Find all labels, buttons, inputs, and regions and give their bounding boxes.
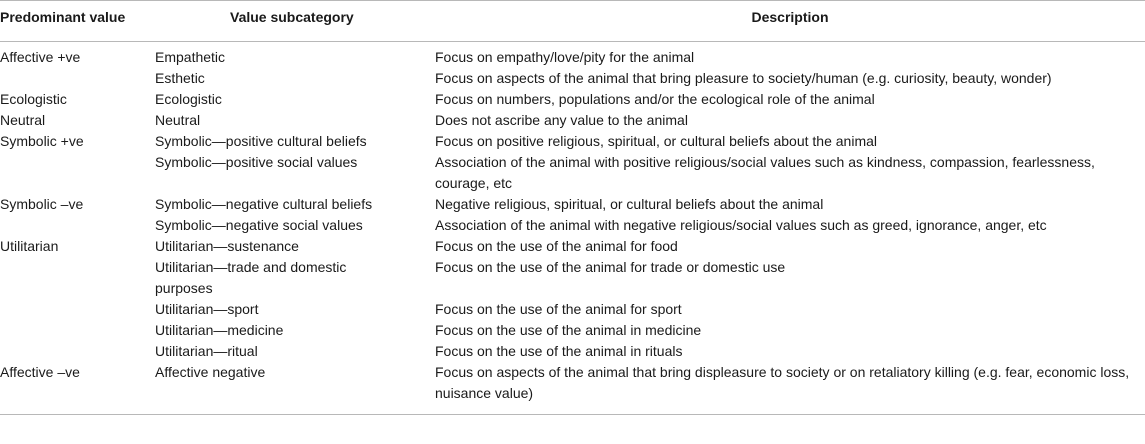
table-row bbox=[0, 110, 1145, 131]
table-row bbox=[0, 236, 1145, 257]
table-row bbox=[0, 215, 1145, 236]
header-predominant-value: Predominant value bbox=[0, 9, 126, 25]
header-row bbox=[0, 1, 1145, 42]
table-row bbox=[0, 131, 1145, 152]
table-row bbox=[0, 68, 1145, 89]
table-row bbox=[0, 42, 1145, 69]
cell-value-subcategory: Utilitarian—medicine bbox=[155, 322, 284, 338]
cell-description: Focus on the use of the animal in medicine bbox=[435, 322, 702, 338]
cell-predominant-value bbox=[0, 257, 155, 299]
table-row bbox=[0, 320, 1145, 341]
cell-description: Association of the animal with negative religious/social values such as greed, ignorance, anger, etc bbox=[435, 217, 1047, 233]
cell-value-subcategory: Empathetic bbox=[155, 49, 226, 65]
cell-predominant-value: Ecologistic bbox=[0, 91, 67, 107]
cell-description: Does not ascribe any value to the animal bbox=[435, 112, 688, 128]
cell-value-subcategory: Utilitarian—sport bbox=[155, 301, 259, 317]
cell-predominant-value: Affective +ve bbox=[0, 49, 81, 65]
table-row bbox=[0, 299, 1145, 320]
cell-value-subcategory: Utilitarian—ritual bbox=[155, 343, 258, 359]
cell-predominant-value bbox=[0, 152, 155, 194]
cell-description: Focus on the use of the animal for trade or domestic use bbox=[435, 259, 786, 275]
cell-value-subcategory: Utilitarian—sustenance bbox=[155, 238, 299, 254]
cell-description: Focus on the use of the animal for food bbox=[435, 238, 678, 254]
cell-predominant-value bbox=[0, 68, 155, 89]
cell-description: Focus on the use of the animal for sport bbox=[435, 301, 682, 317]
cell-value-subcategory: Utilitarian—trade and domestic purposes bbox=[155, 259, 347, 296]
cell-description: Focus on aspects of the animal that bring pleasure to society/human (e.g. curiosity, beauty, wonder) bbox=[435, 70, 1052, 86]
cell-value-subcategory: Affective negative bbox=[155, 364, 266, 380]
cell-predominant-value bbox=[0, 215, 155, 236]
cell-predominant-value bbox=[0, 341, 155, 362]
table-row bbox=[0, 89, 1145, 110]
cell-predominant-value: Affective –ve bbox=[0, 364, 80, 380]
header-value-subcategory: Value subcategory bbox=[230, 9, 354, 25]
cell-value-subcategory: Symbolic—positive social values bbox=[155, 154, 358, 170]
cell-value-subcategory: Symbolic—negative cultural beliefs bbox=[155, 196, 373, 212]
cell-predominant-value bbox=[0, 320, 155, 341]
cell-description: Focus on numbers, populations and/or the ecological role of the animal bbox=[435, 91, 875, 107]
cell-value-subcategory: Symbolic—positive cultural beliefs bbox=[155, 133, 367, 149]
table-row bbox=[0, 152, 1145, 194]
table-header bbox=[0, 1, 1145, 42]
cell-description: Association of the animal with positive religious/social values such as kindness, compassion, fearlessness, courage, etc bbox=[435, 154, 1095, 191]
cell-predominant-value: Utilitarian bbox=[0, 238, 59, 254]
cell-value-subcategory: Esthetic bbox=[155, 70, 205, 86]
cell-predominant-value: Symbolic +ve bbox=[0, 133, 84, 149]
cell-predominant-value: Symbolic –ve bbox=[0, 196, 84, 212]
cell-description: Focus on the use of the animal in rituals bbox=[435, 343, 683, 359]
table-row bbox=[0, 194, 1145, 215]
cell-description: Focus on empathy/love/pity for the animal bbox=[435, 49, 695, 65]
cell-value-subcategory: Ecologistic bbox=[155, 91, 222, 107]
table-body bbox=[0, 42, 1145, 415]
cell-predominant-value: Neutral bbox=[0, 112, 46, 128]
header-description: Description bbox=[751, 9, 829, 25]
table-row bbox=[0, 257, 1145, 299]
table-row bbox=[0, 341, 1145, 362]
cell-predominant-value bbox=[0, 299, 155, 320]
cell-description: Focus on aspects of the animal that bring displeasure to society or on retaliatory killing (e.g. fear, economic loss, nuisance value) bbox=[435, 364, 1130, 401]
table-row bbox=[0, 362, 1145, 415]
cell-description: Negative religious, spiritual, or cultural beliefs about the animal bbox=[435, 196, 824, 212]
cell-value-subcategory: Symbolic—negative social values bbox=[155, 217, 363, 233]
cell-description: Focus on positive religious, spiritual, or cultural beliefs about the animal bbox=[435, 133, 878, 149]
cell-value-subcategory: Neutral bbox=[155, 112, 201, 128]
